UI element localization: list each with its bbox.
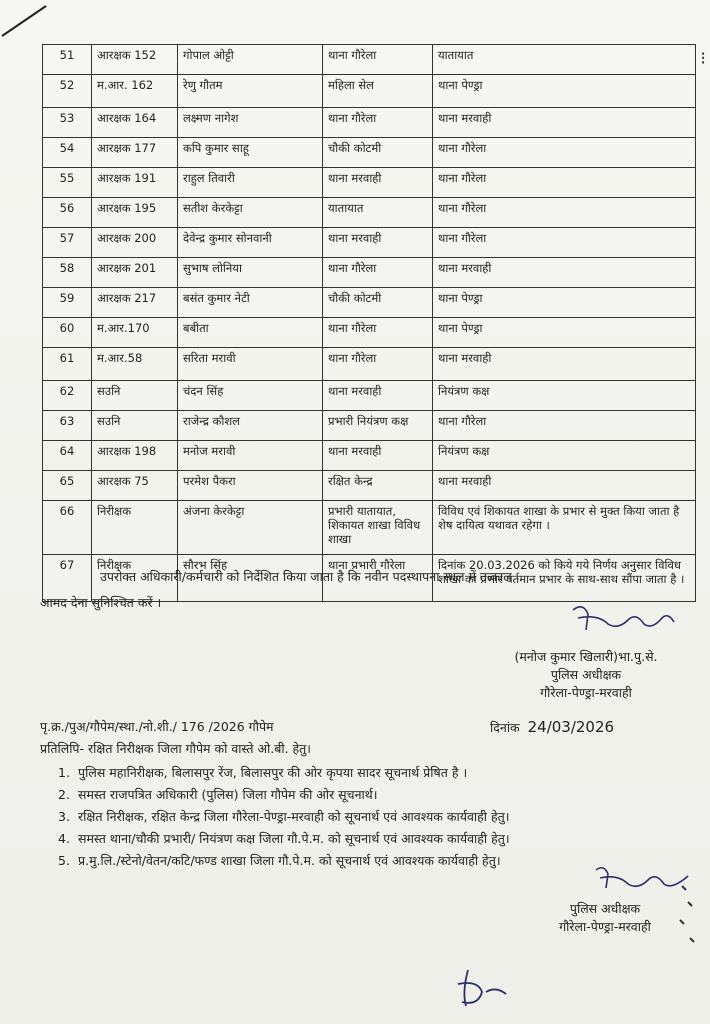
list-item-text: पुलिस महानिरीक्षक, बिलासपुर रेंज, बिलासपुर की ओर कृपया सादर सूचनार्थ प्रेषित है । — [78, 765, 468, 780]
current-posting-cell: थाना गौरेला — [323, 348, 433, 381]
employee-name-cell: सुभाष लोनिया — [178, 258, 323, 288]
table-row — [43, 348, 696, 381]
list-item — [58, 828, 678, 850]
initials-mark — [448, 962, 518, 1012]
new-posting-cell: थाना मरवाही — [433, 348, 696, 381]
serial-number-cell: 66 — [43, 501, 92, 555]
employee-name-cell: अंजना केरकेट्टा — [178, 501, 323, 555]
current-posting-cell: थाना मरवाही — [323, 228, 433, 258]
serial-number-cell: 57 — [43, 228, 92, 258]
postings-table — [42, 44, 696, 602]
table-row — [43, 168, 696, 198]
rank-cell: आरक्षक 201 — [92, 258, 178, 288]
employee-name-cell: गोपाल ओट्टी — [178, 45, 323, 75]
signatory-name: (मनोज कुमार खिलारी)भा.पु.से. — [514, 649, 658, 664]
rank-cell: आरक्षक 164 — [92, 108, 178, 138]
list-item — [58, 784, 678, 806]
employee-name-cell: राजेन्द्र कौशल — [178, 411, 323, 441]
new-posting-cell: थाना गौरेला — [433, 411, 696, 441]
table-row — [43, 228, 696, 258]
new-posting-cell: नियंत्रण कक्ष — [433, 381, 696, 411]
employee-name-cell: राहुल तिवारी — [178, 168, 323, 198]
serial-number-cell: 56 — [43, 198, 92, 228]
employee-name-cell: सरिता मरावी — [178, 348, 323, 381]
list-item-text: समस्त राजपत्रित अधिकारी (पुलिस) जिला गौपेम की ओर सूचनार्थ। — [78, 787, 378, 802]
table-row — [43, 108, 696, 138]
serial-number-cell: 62 — [43, 381, 92, 411]
table-row — [43, 441, 696, 471]
employee-name-cell: रेणु गौतम — [178, 75, 323, 108]
employee-name-cell: बसंत कुमार नेटी — [178, 288, 323, 318]
serial-number-cell: 61 — [43, 348, 92, 381]
serial-number-cell: 64 — [43, 441, 92, 471]
table-row — [43, 288, 696, 318]
new-posting-cell: थाना गौरेला — [433, 138, 696, 168]
instruction-line-1: उपरोक्त अधिकारी/कर्मचारी को निर्देशित किया जाता है कि नवीन पदस्थापना स्थल में तत्काल — [100, 569, 512, 584]
rank-cell: आरक्षक 198 — [92, 441, 178, 471]
corner-pen-mark — [0, 0, 60, 40]
reference-number: पृ.क्र./पुअ/गौपेम/स्था./नो.शी./ 176 /2026 गौपेम — [40, 719, 274, 734]
current-posting-cell: थाना गौरेला — [323, 258, 433, 288]
current-posting-cell: थाना गौरेला — [323, 318, 433, 348]
new-posting-cell: थाना पेण्ड्रा — [433, 75, 696, 108]
rank-cell: आरक्षक 75 — [92, 471, 178, 501]
employee-name-cell: कपि कुमार साहू — [178, 138, 323, 168]
serial-number-cell: 53 — [43, 108, 92, 138]
signatory-block-2 — [520, 900, 690, 936]
rank-cell: आरक्षक 191 — [92, 168, 178, 198]
current-posting-cell: यातायात — [323, 198, 433, 228]
serial-number-cell: 55 — [43, 168, 92, 198]
rank-cell: आरक्षक 217 — [92, 288, 178, 318]
list-item-number: 5. — [58, 853, 70, 868]
new-posting-cell: थाना गौरेला — [433, 168, 696, 198]
serial-number-cell: 60 — [43, 318, 92, 348]
current-posting-cell: थाना मरवाही — [323, 168, 433, 198]
current-posting-cell: थाना प्रभारी गौरेला — [323, 555, 433, 602]
rank-cell: म.आर.170 — [92, 318, 178, 348]
current-posting-cell: थाना गौरेला — [323, 45, 433, 75]
employee-name-cell: सतीश केरकेट्टा — [178, 198, 323, 228]
list-item-text: समस्त थाना/चौकी प्रभारी/ नियंत्रण कक्ष जिला गौ.पे.म. को सूचनार्थ एवं आवश्यक कार्यवाही हेतु। — [78, 831, 510, 846]
table-row — [43, 258, 696, 288]
current-posting-cell: थाना मरवाही — [323, 441, 433, 471]
margin-mark: ⁝ — [700, 48, 706, 69]
employee-name-cell: देवेन्द्र कुमार सोनवानी — [178, 228, 323, 258]
serial-number-cell: 58 — [43, 258, 92, 288]
table-row — [43, 471, 696, 501]
current-posting-cell: प्रभारी यातायात, शिकायत शाखा विविध शाखा — [323, 501, 433, 555]
serial-number-cell: 59 — [43, 288, 92, 318]
new-posting-cell: विविध एवं शिकायत शाखा के प्रभार से मुक्त किया जाता है शेष दायित्व यथावत रहेगा । — [433, 501, 696, 555]
current-posting-cell: थाना मरवाही — [323, 381, 433, 411]
serial-number-cell: 54 — [43, 138, 92, 168]
serial-number-cell: 65 — [43, 471, 92, 501]
new-posting-cell: थाना मरवाही — [433, 471, 696, 501]
list-item-number: 2. — [58, 787, 70, 802]
new-posting-cell: थाना गौरेला — [433, 198, 696, 228]
new-posting-cell: दिनांक 20.03.2026 को किये गये निर्णय अनुसार विविध शाखा का प्रभार वर्तमान प्रभार के साथ-साथ सौंपा जाता है । — [433, 555, 696, 602]
current-posting-cell: चौकी कोटमी — [323, 138, 433, 168]
list-item-number: 4. — [58, 831, 70, 846]
rank-cell: सउनि — [92, 411, 178, 441]
employee-name-cell: बबीता — [178, 318, 323, 348]
current-posting-cell: थाना गौरेला — [323, 108, 433, 138]
employee-name-cell: मनोज मरावी — [178, 441, 323, 471]
current-posting-cell: रक्षित केन्द्र — [323, 471, 433, 501]
signatory-title-2: पुलिस अधीक्षक — [569, 901, 641, 916]
list-item-number: 3. — [58, 809, 70, 824]
current-posting-cell: प्रभारी नियंत्रण कक्ष — [323, 411, 433, 441]
list-item-text: रक्षित निरीक्षक, रक्षित केन्द्र जिला गौरेला-पेण्ड्रा-मरवाही को सूचनार्थ एवं आवश्यक कार्यवाही हेतु। — [78, 809, 510, 824]
table-row — [43, 75, 696, 108]
list-item-number: 1. — [58, 765, 70, 780]
table-row — [43, 411, 696, 441]
copy-list — [58, 762, 678, 872]
margin-dots — [672, 880, 702, 960]
employee-name-cell: परमेश पैकरा — [178, 471, 323, 501]
list-item — [58, 850, 678, 872]
signatory-district: गौरेला-पेण्ड्रा-मरवाही — [540, 685, 632, 700]
new-posting-cell: यातायात — [433, 45, 696, 75]
serial-number-cell: 51 — [43, 45, 92, 75]
table-row — [43, 198, 696, 228]
rank-cell: आरक्षक 195 — [92, 198, 178, 228]
serial-number-cell: 63 — [43, 411, 92, 441]
reference-date: दिनांक 24/03/2026 — [490, 718, 615, 736]
signatory-block — [486, 648, 686, 702]
list-item — [58, 762, 678, 784]
table-row — [43, 45, 696, 75]
rank-cell: सउनि — [92, 381, 178, 411]
list-item-text: प्र.मु.लि./स्टेनो/वेतन/कटि/फण्ड शाखा जिला गौ.पे.म. को सूचनार्थ एवं आवश्यक कार्यवाही हेतु। — [78, 853, 501, 868]
current-posting-cell: चौकी कोटमी — [323, 288, 433, 318]
employee-name-cell: लक्ष्मण नागेश — [178, 108, 323, 138]
rank-cell: निरीक्षक — [92, 555, 178, 602]
rank-cell: आरक्षक 177 — [92, 138, 178, 168]
new-posting-cell: नियंत्रण कक्ष — [433, 441, 696, 471]
new-posting-cell: थाना पेण्ड्रा — [433, 318, 696, 348]
instruction-line-2: आमद देना सुनिश्चित करें । — [40, 595, 162, 610]
table-row — [43, 501, 696, 555]
table-row — [43, 381, 696, 411]
new-posting-cell: थाना पेण्ड्रा — [433, 288, 696, 318]
rank-cell: आरक्षक 200 — [92, 228, 178, 258]
signature-1 — [568, 600, 678, 640]
rank-cell: निरीक्षक — [92, 501, 178, 555]
new-posting-cell: थाना गौरेला — [433, 228, 696, 258]
current-posting-cell: महिला सेल — [323, 75, 433, 108]
signatory-district-2: गौरेला-पेण्ड्रा-मरवाही — [559, 919, 651, 934]
new-posting-cell: थाना मरवाही — [433, 108, 696, 138]
serial-number-cell: 67 — [43, 555, 92, 602]
employee-name-cell: चंदन सिंह — [178, 381, 323, 411]
table-row — [43, 318, 696, 348]
table-row — [43, 138, 696, 168]
signatory-title: पुलिस अधीक्षक — [550, 667, 622, 682]
rank-cell: म.आर. 162 — [92, 75, 178, 108]
new-posting-cell: थाना मरवाही — [433, 258, 696, 288]
employee-name-cell: सौरभ सिंह — [178, 555, 323, 602]
list-item — [58, 806, 678, 828]
rank-cell: म.आर.58 — [92, 348, 178, 381]
copy-heading: प्रतिलिपि- रक्षित निरीक्षक जिला गौपेम को वास्ते ओ.बी. हेतु। — [40, 741, 312, 756]
rank-cell: आरक्षक 152 — [92, 45, 178, 75]
serial-number-cell: 52 — [43, 75, 92, 108]
